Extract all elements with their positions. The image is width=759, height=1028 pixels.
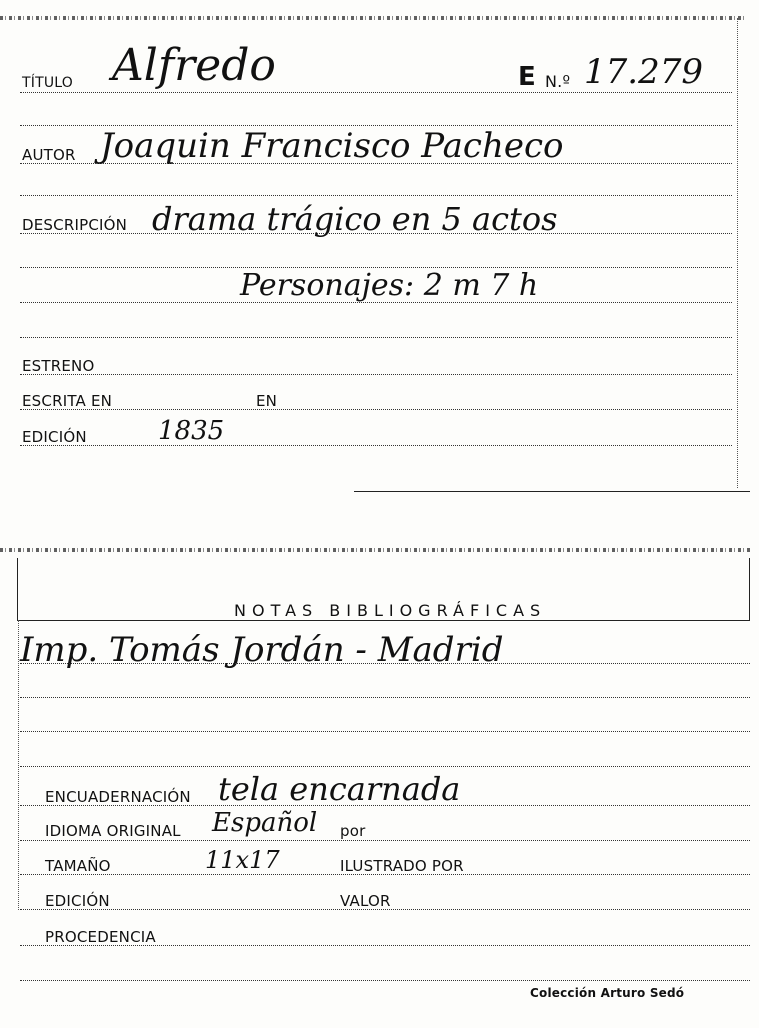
escrita-line [20, 409, 732, 410]
entry-number-value: 17.279 [584, 52, 703, 92]
top-card-right-edge [737, 18, 738, 488]
tamano-label: TAMAÑO [45, 857, 111, 875]
titulo-label: TÍTULO [22, 75, 73, 91]
ruled-line [20, 697, 750, 698]
descripcion-label: DESCRIPCIÓN [22, 216, 128, 234]
notas-value: Imp. Tomás Jordán - Madrid [20, 630, 504, 670]
autor-label: AUTOR [22, 146, 76, 164]
entry-number-label: N.º [545, 72, 571, 91]
tamano-line [20, 874, 750, 875]
estreno-label: ESTRENO [22, 357, 95, 375]
autor-line [20, 163, 732, 164]
idioma-line [20, 840, 750, 841]
en-label: EN [256, 392, 278, 410]
procedencia-line [20, 945, 750, 946]
titulo-value: Alfredo [112, 40, 276, 91]
edicion-label: EDICIÓN [22, 428, 87, 446]
escrita-en-label: ESCRITA EN [22, 392, 113, 410]
entry-prefix: E [518, 62, 536, 92]
tamano-value: 11x17 [205, 846, 280, 874]
ruled-line [20, 766, 750, 767]
encuadernacion-label: ENCUADERNACIÓN [45, 788, 191, 806]
top-card-bottom-edge [354, 491, 750, 492]
idioma-label: IDIOMA ORIGINAL [45, 822, 181, 840]
bottom-card-left-edge [18, 620, 19, 910]
por-label: por [340, 822, 366, 840]
collection-credit: Colección Arturo Sedó [530, 986, 685, 1000]
edicion-line [20, 445, 732, 446]
estreno-line [20, 374, 732, 375]
autor-value: Joaquin Francisco Pacheco [100, 126, 564, 166]
ilustrado-label: ILUSTRADO POR [340, 857, 464, 875]
ruled-line [20, 980, 750, 981]
notas-line [20, 663, 750, 664]
personajes-value: Personajes: 2 m 7 h [240, 268, 539, 303]
ruled-line [20, 195, 732, 196]
idioma-value: Español [212, 808, 318, 838]
titulo-line [20, 92, 732, 93]
notas-title: NOTAS BIBLIOGRÁFICAS [234, 601, 547, 620]
descripcion-value: drama trágico en 5 actos [152, 200, 558, 238]
valor-label: VALOR [340, 892, 391, 910]
bottom-torn-edge [0, 548, 752, 552]
ruled-line [20, 731, 750, 732]
ruled-line [20, 302, 732, 303]
edicion-label-2: EDICIÓN [45, 892, 110, 910]
descripcion-line [20, 233, 732, 234]
procedencia-label: PROCEDENCIA [45, 928, 156, 946]
encuadernacion-value: tela encarnada [218, 770, 461, 808]
ruled-line [20, 337, 732, 338]
top-torn-edge [0, 16, 745, 20]
encuadernacion-line [20, 805, 750, 806]
edicion-value: 1835 [158, 416, 225, 446]
edicion-line-2 [20, 909, 750, 910]
